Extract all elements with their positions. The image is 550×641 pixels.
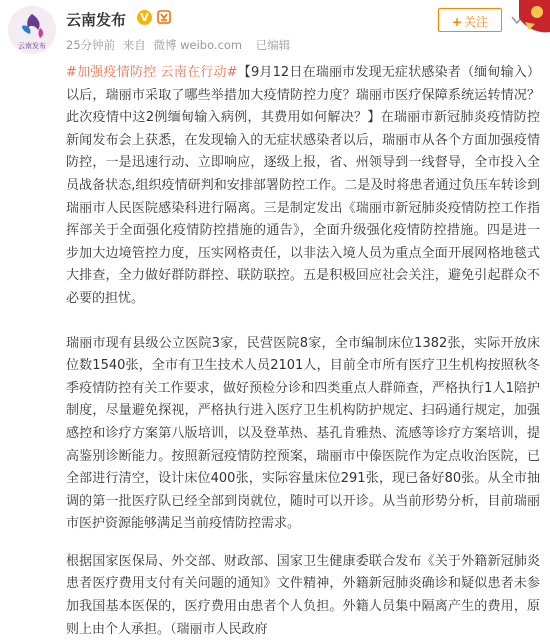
follow-label: 关注 <box>464 15 489 29</box>
post-meta <box>66 37 294 53</box>
timestamp[interactable]: 25分钟前 <box>66 38 116 52</box>
paragraph-1-text: 【9月12日在瑞丽市发现无症状感染者（缅甸输入）以后，瑞丽市采取了哪些举措加大疫情防控力度？瑞丽市医疗保障系统运转情况？此次疫情中这2例缅甸输入病例，其费用如何解决？】在瑞丽市新冠肺炎疫情防控新闻发布会上获悉，在发现输入的无症状感染者以后，瑞丽市从各个方面加强疫情防控，一是迅速行动、立即响应，逐级上报，省、州领导到一线督导，全市投入全员战备状态,组织疫情研判和安排部署防控工作。二是及时将患者通过负压车转诊到瑞丽市人民医院感染科进行隔离。三是制定发出《瑞丽市新冠肺炎疫情防控工作指挥部关于全面强化疫情防控措施的通告》，全面升级强化疫情防控措施。四是进一步加大边境管控力度，压实网格责任，以非法入境人员为重点全面开展网格地毯式大排查，全力做好群防群控、联防联控。五是积极回应社会关注，避免引起群众不必要的担忧。 <box>66 65 540 306</box>
source-link[interactable]: 微博 weibo.com <box>153 38 243 52</box>
post-paragraph-2: 瑞丽市现有县级公立医院3家，民营医院8家，全市编制床位1382张，实际开放床位数1540张，全市有卫生技术人员2101人，目前全市所有医疗卫生机构按照秋冬季疫情防控有关工作要求，做好预检分诊和四类重点人群筛查，严格执行1人1陪护制度，尽量避免探视，严格执行进入医疗卫生机构防护规定、扫码通行规定，加强感控和诊疗方案第八版培训，以及登革热、基孔肯雅热、流感等诊疗方案培训，提高鉴别诊断能力。按照新冠疫情防控预案，瑞丽市中傣医院作为定点收治医院，已全部进行清空，设计床位400张，实际容量床位291张，现已备好80张。从全市抽调的第一批医疗队已经全部到岗就位，随时可以开诊。从当前形势分析，目前瑞丽市医护资源能够满足当前疫情防控需求。 <box>66 335 540 532</box>
svg-text:云南发布: 云南发布 <box>18 42 46 50</box>
paragraph-spacer <box>66 536 540 551</box>
post-paragraph-1 <box>66 62 540 311</box>
paragraph-spacer <box>66 311 540 333</box>
post-header <box>0 0 550 58</box>
verified-v-icon: V <box>137 10 152 25</box>
avatar-logo-icon <box>8 6 56 54</box>
plus-icon: + <box>451 15 463 29</box>
source-prefix: 来自 <box>122 38 146 52</box>
edited-label[interactable]: 已编辑 <box>255 38 291 52</box>
username[interactable]: 云南发布 <box>66 11 127 29</box>
post-content <box>66 62 540 641</box>
avatar[interactable] <box>8 6 56 54</box>
decoration-card-icon <box>515 0 550 40</box>
member-icon[interactable] <box>156 9 172 25</box>
follow-button[interactable] <box>438 8 502 32</box>
hashtag-link[interactable]: #加强疫情防控 云南在行动# <box>66 65 238 80</box>
post-paragraph-3: 根据国家医保局、外交部、财政部、国家卫生健康委联合发布《关于外籍新冠肺炎患者医疗费用支付有关问题的通知》文件精神，外籍新冠肺炎确诊和疑似患者未参加我国基本医保的，医疗费用由患者个人负担。外籍人员集中隔离产生的费用，原则上由个人承担。（瑞丽市人民政府 <box>66 553 540 637</box>
